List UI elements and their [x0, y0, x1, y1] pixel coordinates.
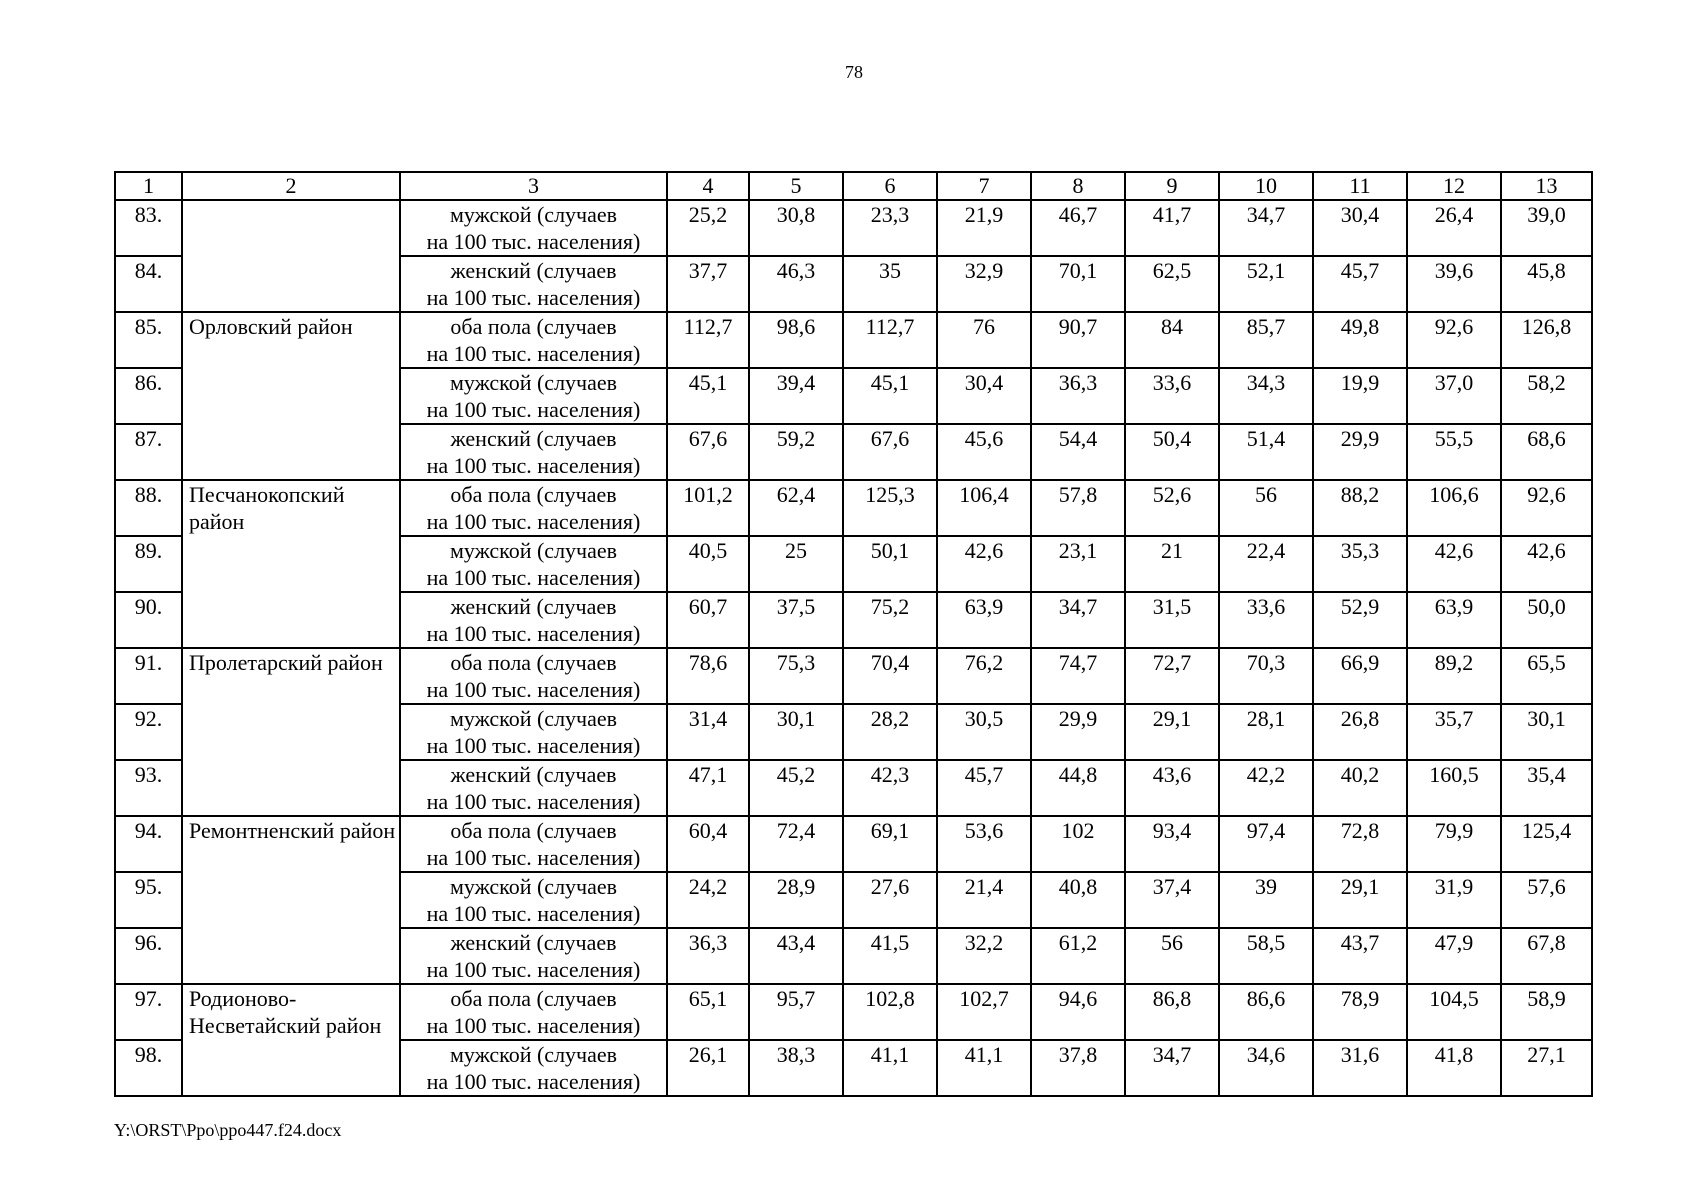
value-cell: 75,2	[843, 592, 937, 648]
value-cell: 42,6	[1501, 536, 1592, 592]
row-number: 96.	[115, 928, 182, 984]
table-row	[115, 480, 1592, 536]
value-cell: 30,1	[749, 704, 843, 760]
value-cell: 41,7	[1125, 200, 1219, 256]
table-body	[115, 200, 1592, 1096]
row-number: 97.	[115, 984, 182, 1040]
region-name	[182, 704, 400, 760]
value-cell: 47,9	[1407, 928, 1501, 984]
value-cell: 36,3	[667, 928, 749, 984]
value-cell: 37,0	[1407, 368, 1501, 424]
value-cell: 26,8	[1313, 704, 1407, 760]
value-cell: 160,5	[1407, 760, 1501, 816]
value-cell: 95,7	[749, 984, 843, 1040]
region-name	[182, 872, 400, 928]
indicator-description-line: оба пола (случаев	[450, 314, 617, 339]
value-cell: 102	[1031, 816, 1125, 872]
value-cell: 67,6	[667, 424, 749, 480]
value-cell: 45,2	[749, 760, 843, 816]
value-cell: 41,1	[843, 1040, 937, 1096]
value-cell: 56	[1219, 480, 1313, 536]
row-number: 94.	[115, 816, 182, 872]
region-name	[182, 1040, 400, 1096]
column-header: 5	[749, 172, 843, 200]
value-cell: 54,4	[1031, 424, 1125, 480]
column-header: 12	[1407, 172, 1501, 200]
value-cell: 52,1	[1219, 256, 1313, 312]
page-number: 78	[845, 62, 863, 82]
value-cell: 66,9	[1313, 648, 1407, 704]
value-cell: 30,4	[937, 368, 1031, 424]
indicator-description	[400, 872, 667, 928]
value-cell: 35,7	[1407, 704, 1501, 760]
region-name	[182, 592, 400, 648]
value-cell: 86,6	[1219, 984, 1313, 1040]
value-cell: 29,9	[1031, 704, 1125, 760]
value-cell: 34,3	[1219, 368, 1313, 424]
value-cell: 58,5	[1219, 928, 1313, 984]
value-cell: 39	[1219, 872, 1313, 928]
value-cell: 41,8	[1407, 1040, 1501, 1096]
value-cell: 29,9	[1313, 424, 1407, 480]
value-cell: 25	[749, 536, 843, 592]
value-cell: 46,7	[1031, 200, 1125, 256]
value-cell: 72,7	[1125, 648, 1219, 704]
table-row	[115, 1040, 1592, 1096]
row-number: 84.	[115, 256, 182, 312]
column-header: 2	[182, 172, 400, 200]
value-cell: 35,4	[1501, 760, 1592, 816]
value-cell: 70,1	[1031, 256, 1125, 312]
value-cell: 62,4	[749, 480, 843, 536]
indicator-description-line: на 100 тыс. населения)	[426, 1069, 641, 1094]
value-cell: 46,3	[749, 256, 843, 312]
value-cell: 59,2	[749, 424, 843, 480]
value-cell: 36,3	[1031, 368, 1125, 424]
indicator-description-line: на 100 тыс. населения)	[426, 733, 641, 758]
row-number: 87.	[115, 424, 182, 480]
value-cell: 33,6	[1219, 592, 1313, 648]
value-cell: 63,9	[1407, 592, 1501, 648]
value-cell: 78,9	[1313, 984, 1407, 1040]
region-name	[182, 256, 400, 312]
value-cell: 88,2	[1313, 480, 1407, 536]
value-cell: 30,1	[1501, 704, 1592, 760]
value-cell: 97,4	[1219, 816, 1313, 872]
value-cell: 45,7	[937, 760, 1031, 816]
region-name: Ремонтненский район	[182, 816, 400, 872]
value-cell: 63,9	[937, 592, 1031, 648]
value-cell: 60,4	[667, 816, 749, 872]
value-cell: 27,6	[843, 872, 937, 928]
region-name	[182, 536, 400, 592]
indicator-description-line: женский (случаев	[450, 594, 617, 619]
row-number: 98.	[115, 1040, 182, 1096]
indicator-description	[400, 592, 667, 648]
value-cell: 43,4	[749, 928, 843, 984]
value-cell: 34,7	[1031, 592, 1125, 648]
indicator-description	[400, 984, 667, 1040]
value-cell: 50,1	[843, 536, 937, 592]
value-cell: 75,3	[749, 648, 843, 704]
value-cell: 72,8	[1313, 816, 1407, 872]
row-number: 93.	[115, 760, 182, 816]
value-cell: 33,6	[1125, 368, 1219, 424]
value-cell: 38,3	[749, 1040, 843, 1096]
value-cell: 31,9	[1407, 872, 1501, 928]
value-cell: 40,8	[1031, 872, 1125, 928]
region-name: Родионово-Несветайский район	[182, 984, 400, 1040]
value-cell: 125,4	[1501, 816, 1592, 872]
value-cell: 28,2	[843, 704, 937, 760]
value-cell: 21,4	[937, 872, 1031, 928]
value-cell: 34,6	[1219, 1040, 1313, 1096]
indicator-description-line: на 100 тыс. населения)	[426, 901, 641, 926]
value-cell: 21,9	[937, 200, 1031, 256]
value-cell: 67,6	[843, 424, 937, 480]
table-row	[115, 312, 1592, 368]
value-cell: 42,6	[937, 536, 1031, 592]
value-cell: 49,8	[1313, 312, 1407, 368]
value-cell: 45,7	[1313, 256, 1407, 312]
header-row	[115, 172, 1592, 200]
value-cell: 70,3	[1219, 648, 1313, 704]
column-header: 10	[1219, 172, 1313, 200]
value-cell: 21	[1125, 536, 1219, 592]
indicator-description-line: мужской (случаев	[449, 202, 618, 227]
value-cell: 92,6	[1407, 312, 1501, 368]
column-header: 13	[1501, 172, 1592, 200]
value-cell: 23,1	[1031, 536, 1125, 592]
value-cell: 67,8	[1501, 928, 1592, 984]
value-cell: 126,8	[1501, 312, 1592, 368]
value-cell: 45,8	[1501, 256, 1592, 312]
value-cell: 19,9	[1313, 368, 1407, 424]
value-cell: 42,2	[1219, 760, 1313, 816]
value-cell: 78,6	[667, 648, 749, 704]
indicator-description-line: мужской (случаев	[449, 370, 618, 395]
indicator-description-line: мужской (случаев	[449, 874, 618, 899]
value-cell: 30,8	[749, 200, 843, 256]
value-cell: 53,6	[937, 816, 1031, 872]
value-cell: 28,1	[1219, 704, 1313, 760]
value-cell: 34,7	[1219, 200, 1313, 256]
indicator-description	[400, 648, 667, 704]
value-cell: 29,1	[1125, 704, 1219, 760]
value-cell: 86,8	[1125, 984, 1219, 1040]
column-header: 1	[115, 172, 182, 200]
value-cell: 56	[1125, 928, 1219, 984]
value-cell: 74,7	[1031, 648, 1125, 704]
indicator-description-line: на 100 тыс. населения)	[426, 229, 641, 254]
indicator-description-line: на 100 тыс. населения)	[426, 621, 641, 646]
row-number: 88.	[115, 480, 182, 536]
value-cell: 24,2	[667, 872, 749, 928]
value-cell: 84	[1125, 312, 1219, 368]
value-cell: 32,9	[937, 256, 1031, 312]
value-cell: 26,4	[1407, 200, 1501, 256]
row-number: 92.	[115, 704, 182, 760]
row-number: 89.	[115, 536, 182, 592]
indicator-description-line: оба пола (случаев	[450, 482, 617, 507]
column-header: 9	[1125, 172, 1219, 200]
value-cell: 58,2	[1501, 368, 1592, 424]
indicator-description-line: мужской (случаев	[449, 706, 618, 731]
value-cell: 37,8	[1031, 1040, 1125, 1096]
value-cell: 29,1	[1313, 872, 1407, 928]
table-row	[115, 256, 1592, 312]
value-cell: 62,5	[1125, 256, 1219, 312]
value-cell: 72,4	[749, 816, 843, 872]
value-cell: 41,5	[843, 928, 937, 984]
value-cell: 39,0	[1501, 200, 1592, 256]
value-cell: 42,3	[843, 760, 937, 816]
value-cell: 45,1	[843, 368, 937, 424]
value-cell: 30,4	[1313, 200, 1407, 256]
indicator-description	[400, 480, 667, 536]
indicator-description	[400, 256, 667, 312]
region-name: Орловский район	[182, 312, 400, 368]
value-cell: 92,6	[1501, 480, 1592, 536]
value-cell: 51,4	[1219, 424, 1313, 480]
indicator-description	[400, 368, 667, 424]
value-cell: 58,9	[1501, 984, 1592, 1040]
value-cell: 94,6	[1031, 984, 1125, 1040]
table-row	[115, 368, 1592, 424]
region-name	[182, 424, 400, 480]
value-cell: 32,2	[937, 928, 1031, 984]
value-cell: 68,6	[1501, 424, 1592, 480]
value-cell: 41,1	[937, 1040, 1031, 1096]
value-cell: 102,7	[937, 984, 1031, 1040]
row-number: 83.	[115, 200, 182, 256]
table-row	[115, 592, 1592, 648]
value-cell: 31,5	[1125, 592, 1219, 648]
value-cell: 76	[937, 312, 1031, 368]
value-cell: 60,7	[667, 592, 749, 648]
indicator-description	[400, 536, 667, 592]
row-number: 91.	[115, 648, 182, 704]
indicator-description-line: на 100 тыс. населения)	[426, 565, 641, 590]
indicator-description	[400, 424, 667, 480]
value-cell: 39,6	[1407, 256, 1501, 312]
value-cell: 23,3	[843, 200, 937, 256]
indicator-description-line: на 100 тыс. населения)	[426, 453, 641, 478]
column-header: 6	[843, 172, 937, 200]
value-cell: 52,9	[1313, 592, 1407, 648]
value-cell: 42,6	[1407, 536, 1501, 592]
indicator-description-line: на 100 тыс. населения)	[426, 1013, 641, 1038]
value-cell: 43,6	[1125, 760, 1219, 816]
value-cell: 76,2	[937, 648, 1031, 704]
value-cell: 102,8	[843, 984, 937, 1040]
value-cell: 27,1	[1501, 1040, 1592, 1096]
table-row	[115, 872, 1592, 928]
value-cell: 31,4	[667, 704, 749, 760]
table-row	[115, 200, 1592, 256]
row-number: 85.	[115, 312, 182, 368]
indicator-description-line: на 100 тыс. населения)	[426, 397, 641, 422]
value-cell: 69,1	[843, 816, 937, 872]
region-name: Песчанокопский район	[182, 480, 400, 536]
indicator-description	[400, 704, 667, 760]
value-cell: 61,2	[1031, 928, 1125, 984]
indicator-description-line: на 100 тыс. населения)	[426, 957, 641, 982]
indicator-description-line: оба пола (случаев	[450, 650, 617, 675]
value-cell: 90,7	[1031, 312, 1125, 368]
value-cell: 26,1	[667, 1040, 749, 1096]
indicator-description-line: мужской (случаев	[449, 1042, 618, 1067]
value-cell: 101,2	[667, 480, 749, 536]
region-name	[182, 368, 400, 424]
region-name	[182, 928, 400, 984]
value-cell: 28,9	[749, 872, 843, 928]
indicator-description	[400, 816, 667, 872]
value-cell: 85,7	[1219, 312, 1313, 368]
indicator-description-line: мужской (случаев	[449, 538, 618, 563]
row-number: 86.	[115, 368, 182, 424]
value-cell: 57,6	[1501, 872, 1592, 928]
value-cell: 47,1	[667, 760, 749, 816]
value-cell: 35,3	[1313, 536, 1407, 592]
data-table	[114, 171, 1593, 1097]
indicator-description	[400, 760, 667, 816]
table-row	[115, 704, 1592, 760]
indicator-description	[400, 928, 667, 984]
value-cell: 35	[843, 256, 937, 312]
value-cell: 65,5	[1501, 648, 1592, 704]
value-cell: 44,8	[1031, 760, 1125, 816]
value-cell: 50,4	[1125, 424, 1219, 480]
value-cell: 37,7	[667, 256, 749, 312]
region-name	[182, 760, 400, 816]
table-row	[115, 984, 1592, 1040]
value-cell: 125,3	[843, 480, 937, 536]
value-cell: 25,2	[667, 200, 749, 256]
value-cell: 40,5	[667, 536, 749, 592]
indicator-description-line: на 100 тыс. населения)	[426, 341, 641, 366]
table-row	[115, 928, 1592, 984]
column-header: 11	[1313, 172, 1407, 200]
indicator-description-line: на 100 тыс. населения)	[426, 789, 641, 814]
indicator-description-line: женский (случаев	[450, 762, 617, 787]
value-cell: 104,5	[1407, 984, 1501, 1040]
value-cell: 106,4	[937, 480, 1031, 536]
value-cell: 57,8	[1031, 480, 1125, 536]
value-cell: 40,2	[1313, 760, 1407, 816]
indicator-description	[400, 312, 667, 368]
region-name	[182, 200, 400, 256]
value-cell: 31,6	[1313, 1040, 1407, 1096]
indicator-description-line: оба пола (случаев	[450, 986, 617, 1011]
column-header: 4	[667, 172, 749, 200]
value-cell: 70,4	[843, 648, 937, 704]
value-cell: 106,6	[1407, 480, 1501, 536]
region-name: Пролетарский район	[182, 648, 400, 704]
indicator-description-line: на 100 тыс. населения)	[426, 285, 641, 310]
indicator-description	[400, 1040, 667, 1096]
value-cell: 39,4	[749, 368, 843, 424]
value-cell: 45,1	[667, 368, 749, 424]
value-cell: 93,4	[1125, 816, 1219, 872]
value-cell: 65,1	[667, 984, 749, 1040]
column-header: 3	[400, 172, 667, 200]
value-cell: 112,7	[843, 312, 937, 368]
value-cell: 89,2	[1407, 648, 1501, 704]
table-row	[115, 648, 1592, 704]
value-cell: 52,6	[1125, 480, 1219, 536]
value-cell: 37,5	[749, 592, 843, 648]
indicator-description	[400, 200, 667, 256]
row-number: 90.	[115, 592, 182, 648]
value-cell: 30,5	[937, 704, 1031, 760]
value-cell: 55,5	[1407, 424, 1501, 480]
table-row	[115, 816, 1592, 872]
value-cell: 34,7	[1125, 1040, 1219, 1096]
column-header: 7	[937, 172, 1031, 200]
value-cell: 50,0	[1501, 592, 1592, 648]
indicator-description-line: женский (случаев	[450, 426, 617, 451]
table-row	[115, 424, 1592, 480]
row-number: 95.	[115, 872, 182, 928]
column-header: 8	[1031, 172, 1125, 200]
indicator-description-line: на 100 тыс. населения)	[426, 677, 641, 702]
indicator-description-line: на 100 тыс. населения)	[426, 509, 641, 534]
value-cell: 45,6	[937, 424, 1031, 480]
indicator-description-line: женский (случаев	[450, 258, 617, 283]
value-cell: 79,9	[1407, 816, 1501, 872]
indicator-description-line: на 100 тыс. населения)	[426, 845, 641, 870]
footer-path: Y:\ORST\Ppo\ppo447.f24.docx	[114, 1120, 342, 1140]
value-cell: 43,7	[1313, 928, 1407, 984]
value-cell: 98,6	[749, 312, 843, 368]
value-cell: 22,4	[1219, 536, 1313, 592]
value-cell: 112,7	[667, 312, 749, 368]
table-row	[115, 760, 1592, 816]
table-row	[115, 536, 1592, 592]
indicator-description-line: оба пола (случаев	[450, 818, 617, 843]
indicator-description-line: женский (случаев	[450, 930, 617, 955]
value-cell: 37,4	[1125, 872, 1219, 928]
